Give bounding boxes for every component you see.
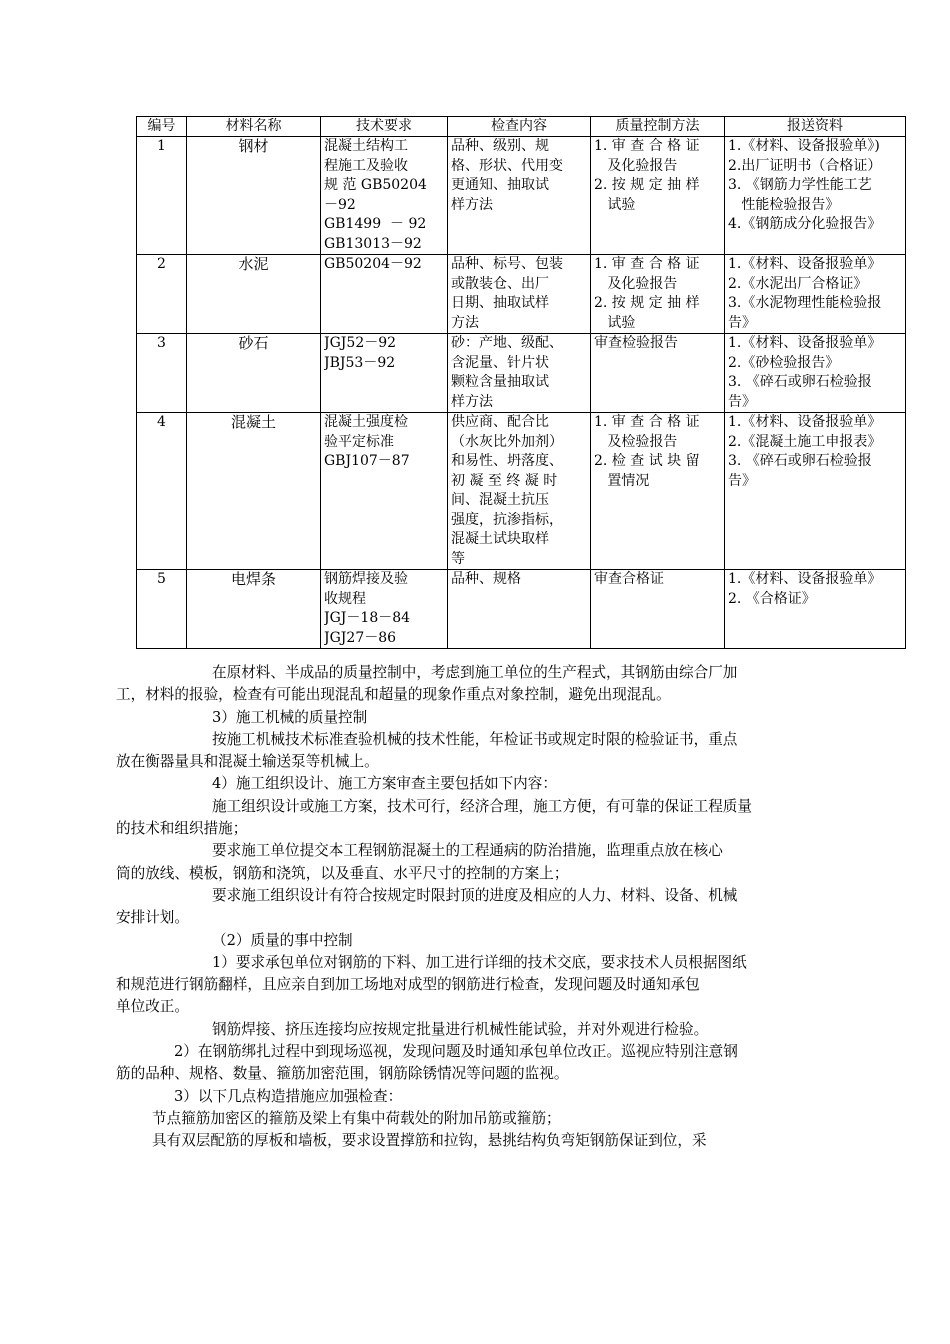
cell-line: 品种、标号、包装 xyxy=(451,256,563,272)
cell-line: GBJ107－87 xyxy=(324,453,410,469)
cell-line: 含泥量、针片状 xyxy=(451,354,549,371)
paragraph-line: 节点箍筋加密区的箍筋及梁上有集中荷载处的附加吊筋或箍筋； xyxy=(152,1109,561,1127)
table-row xyxy=(137,137,906,255)
row-number: 1 xyxy=(137,137,187,255)
cell-line: 试验 xyxy=(594,196,636,213)
quality-control-method-cell xyxy=(591,137,725,255)
cell-line: 1. 审 查 合 格 证 xyxy=(594,414,700,430)
cell-line: 1.《材料、设备报验单》 xyxy=(728,335,882,351)
cell-line: 1. 审 查 合 格 证 xyxy=(594,138,700,154)
row-number: 2 xyxy=(137,255,187,334)
paragraph-line: 要求施工单位提交本工程钢筋混凝土的工程通病的防治措施，监理重点放在核心 xyxy=(212,842,723,860)
cell-line: 及化验报告 xyxy=(594,275,678,292)
cell-line: GB13013－92 xyxy=(324,235,422,252)
cell-line: 混凝土结构工 xyxy=(324,138,408,154)
row-number: 4 xyxy=(137,413,187,570)
material-name: 电焊条 xyxy=(187,570,321,649)
technical-requirements-cell xyxy=(321,137,448,255)
header-submitted-documents: 报送资料 xyxy=(725,117,906,137)
paragraph-line: 要求施工组织设计有符合按规定时限封顶的进度及相应的人力、材料、设备、机械 xyxy=(212,886,738,904)
paragraph-line: 2）在钢筋绑扎过程中到现场巡视，发现问题及时通知承包单位改正。巡视应特别注意钢 xyxy=(174,1043,738,1061)
cell-line: 2. 《合格证》 xyxy=(728,590,816,607)
cell-line: 品种、级别、规 xyxy=(451,138,549,154)
cell-line: JBJ53－92 xyxy=(324,354,396,371)
body-text xyxy=(116,662,806,1153)
cell-line: 告》 xyxy=(728,472,756,489)
cell-line: 更通知、抽取试 xyxy=(451,177,549,193)
cell-line: 规 范 GB50204 xyxy=(324,177,427,193)
cell-line: 1.《材料、设备报验单》 xyxy=(728,256,882,272)
cell-line: 及化验报告 xyxy=(594,157,678,174)
paragraph-line: 放在衡器量具和混凝土输送泵等机械上。 xyxy=(116,753,379,771)
cell-line: 钢筋焊接及验 xyxy=(324,571,408,587)
paragraph-line: 在原材料、半成品的质量控制中，考虑到施工单位的生产程式，其钢筋由综合厂加 xyxy=(212,664,738,681)
cell-line: 间、混凝土抗压 xyxy=(451,492,549,508)
material-name: 混凝土 xyxy=(187,413,321,570)
quality-control-method-cell xyxy=(591,255,725,334)
paragraph-line: 1）要求承包单位对钢筋的下料、加工进行详细的技术交底，要求技术人员根据图纸 xyxy=(212,953,747,971)
cell-line: 置情况 xyxy=(594,472,650,489)
cell-line: 2.《砂检验报告》 xyxy=(728,354,840,371)
material-quality-table xyxy=(136,116,906,649)
quality-control-method-cell xyxy=(591,570,725,649)
paragraph-line: 单位改正。 xyxy=(116,998,189,1016)
cell-line: 格、形状、代用变 xyxy=(451,157,563,174)
table-body xyxy=(137,137,906,649)
cell-line: JGJ27－86 xyxy=(324,629,397,646)
cell-line: 样方法 xyxy=(451,393,493,410)
cell-line: 供应商、配合比 xyxy=(451,414,549,430)
cell-line: 品种、规格 xyxy=(451,571,521,587)
inspection-content-cell xyxy=(448,413,591,570)
cell-line: JGJ52－92 xyxy=(324,335,397,351)
paragraph-line: 4）施工组织设计、施工方案审查主要包括如下内容： xyxy=(212,775,557,793)
cell-line: 1. 审 查 合 格 证 xyxy=(594,256,700,272)
cell-line: 审查检验报告 xyxy=(594,335,678,351)
paragraph-line: 3）施工机械的质量控制 xyxy=(212,708,368,726)
cell-line: 和易性、坍落度、 xyxy=(451,453,563,469)
cell-line: 3. 《碎石或卵石检验报 xyxy=(728,374,872,390)
quality-control-method-cell xyxy=(591,413,725,570)
header-inspection-content: 检查内容 xyxy=(448,117,591,137)
paragraph-line: 的技术和组织措施； xyxy=(116,820,248,838)
cell-line: 混凝土强度检 xyxy=(324,414,408,430)
cell-line: 4.《钢筋成分化验报告》 xyxy=(728,216,882,232)
cell-line: 混凝土试块取样 xyxy=(451,531,549,547)
cell-line: 2. 按 规 定 抽 样 xyxy=(594,295,700,311)
header-quality-control-method: 质量控制方法 xyxy=(591,117,725,137)
technical-requirements-cell xyxy=(321,255,448,334)
inspection-content-cell xyxy=(448,137,591,255)
paragraph-line: 钢筋焊接、挤压连接均应按规定批量进行机械性能试验，并对外观进行检验。 xyxy=(212,1020,709,1038)
submitted-documents-cell xyxy=(725,137,906,255)
table-row xyxy=(137,255,906,334)
cell-line: 1.《材料、设备报验单》 xyxy=(728,414,882,430)
material-name: 钢材 xyxy=(187,137,321,255)
cell-line: 告》 xyxy=(728,393,756,410)
table-row xyxy=(137,570,906,649)
submitted-documents-cell xyxy=(725,334,906,413)
cell-line: 强度，抗渗指标， xyxy=(451,511,563,528)
cell-line: 程施工及验收 xyxy=(324,157,408,174)
cell-line: 性能检验报告》 xyxy=(728,196,840,213)
cell-line: 3. 《碎石或卵石检验报 xyxy=(728,453,872,469)
table-row xyxy=(137,334,906,413)
cell-line: －92 xyxy=(324,196,356,213)
cell-line: 2. 检 查 试 块 留 xyxy=(594,453,700,469)
submitted-documents-cell xyxy=(725,255,906,334)
inspection-content-cell xyxy=(448,334,591,413)
material-name: 砂石 xyxy=(187,334,321,413)
paragraph-line: 3）以下几点构造措施应加强检查： xyxy=(174,1087,403,1105)
cell-line: 审查合格证 xyxy=(594,571,664,587)
cell-line: 2.《水泥出厂合格证》 xyxy=(728,275,868,292)
cell-line: 试验 xyxy=(594,314,636,331)
technical-requirements-cell xyxy=(321,570,448,649)
cell-line: 1.《材料、设备报验单》) xyxy=(728,138,880,154)
cell-line: 及检验报告 xyxy=(594,433,678,450)
paragraph-line: 具有双层配筋的厚板和墙板，要求设置撑筋和拉钩，悬挑结构负弯矩钢筋保证到位，采 xyxy=(152,1132,707,1150)
technical-requirements-cell xyxy=(321,413,448,570)
cell-line: 告》 xyxy=(728,314,756,331)
cell-line: 2.出厂证明书（合格证） xyxy=(728,157,882,174)
paragraph-line: 安排计划。 xyxy=(116,909,189,927)
cell-line: 2. 按 规 定 抽 样 xyxy=(594,177,700,193)
cell-line: 方法 xyxy=(451,314,479,331)
row-number: 3 xyxy=(137,334,187,413)
header-technical-requirements: 技术要求 xyxy=(321,117,448,137)
cell-line: 验平定标准 xyxy=(324,433,394,450)
cell-line: 等 xyxy=(451,550,465,567)
paragraph-line: 筒的放线、模板，钢筋和浇筑，以及垂直、水平尺寸的控制的方案上； xyxy=(116,864,569,882)
paragraph-line: 工，材料的报验，检查有可能出现混乱和超量的现象作重点对象控制，避免出现混乱。 xyxy=(116,686,671,704)
quality-control-method-cell xyxy=(591,334,725,413)
inspection-content-cell xyxy=(448,255,591,334)
header-material-name: 材料名称 xyxy=(187,117,321,137)
paragraph-line: 施工组织设计或施工方案，技术可行，经济合理，施工方便，有可靠的保证工程质量 xyxy=(212,797,752,815)
inspection-content-cell xyxy=(448,570,591,649)
cell-line: GB1499 － 92 xyxy=(324,216,427,232)
cell-line: 2.《混凝土施工申报表》 xyxy=(728,433,882,450)
cell-line: 或散装仓、出厂 xyxy=(451,275,549,292)
paragraph-line: 按施工机械技术标准查验机械的技术性能，年检证书或规定时限的检验证书，重点 xyxy=(212,730,738,748)
material-name: 水泥 xyxy=(187,255,321,334)
cell-line: 砂：产地、级配、 xyxy=(451,335,563,351)
table-row xyxy=(137,413,906,570)
cell-line: 收规程 xyxy=(324,590,366,607)
header-number: 编号 xyxy=(137,117,187,137)
cell-line: 1.《材料、设备报验单》 xyxy=(728,571,882,587)
cell-line: GB50204－92 xyxy=(324,256,422,272)
cell-line: 日期、抽取试样 xyxy=(451,295,549,311)
paragraph-line: 和规范进行钢筋翻样，且应亲自到加工场地对成型的钢筋进行检查，发现问题及时通知承包 xyxy=(116,976,700,994)
submitted-documents-cell xyxy=(725,413,906,570)
submitted-documents-cell xyxy=(725,570,906,649)
cell-line: 3. 《钢筋力学性能工艺 xyxy=(728,177,872,193)
cell-line: 样方法 xyxy=(451,196,493,213)
cell-line: 3.《水泥物理性能检验报 xyxy=(728,295,882,311)
cell-line: 初 凝 至 终 凝 时 xyxy=(451,472,558,489)
row-number: 5 xyxy=(137,570,187,649)
cell-line: JGJ－18－84 xyxy=(324,610,411,626)
cell-line: （水灰比外加剂） xyxy=(451,433,563,450)
technical-requirements-cell xyxy=(321,334,448,413)
cell-line: 颗粒含量抽取试 xyxy=(451,374,549,390)
paragraph-line: 筋的品种、规格、数量、箍筋加密范围，钢筋除锈情况等问题的监视。 xyxy=(116,1065,569,1083)
paragraph-line: （2）质量的事中控制 xyxy=(212,931,353,949)
table-header-row xyxy=(137,117,906,137)
